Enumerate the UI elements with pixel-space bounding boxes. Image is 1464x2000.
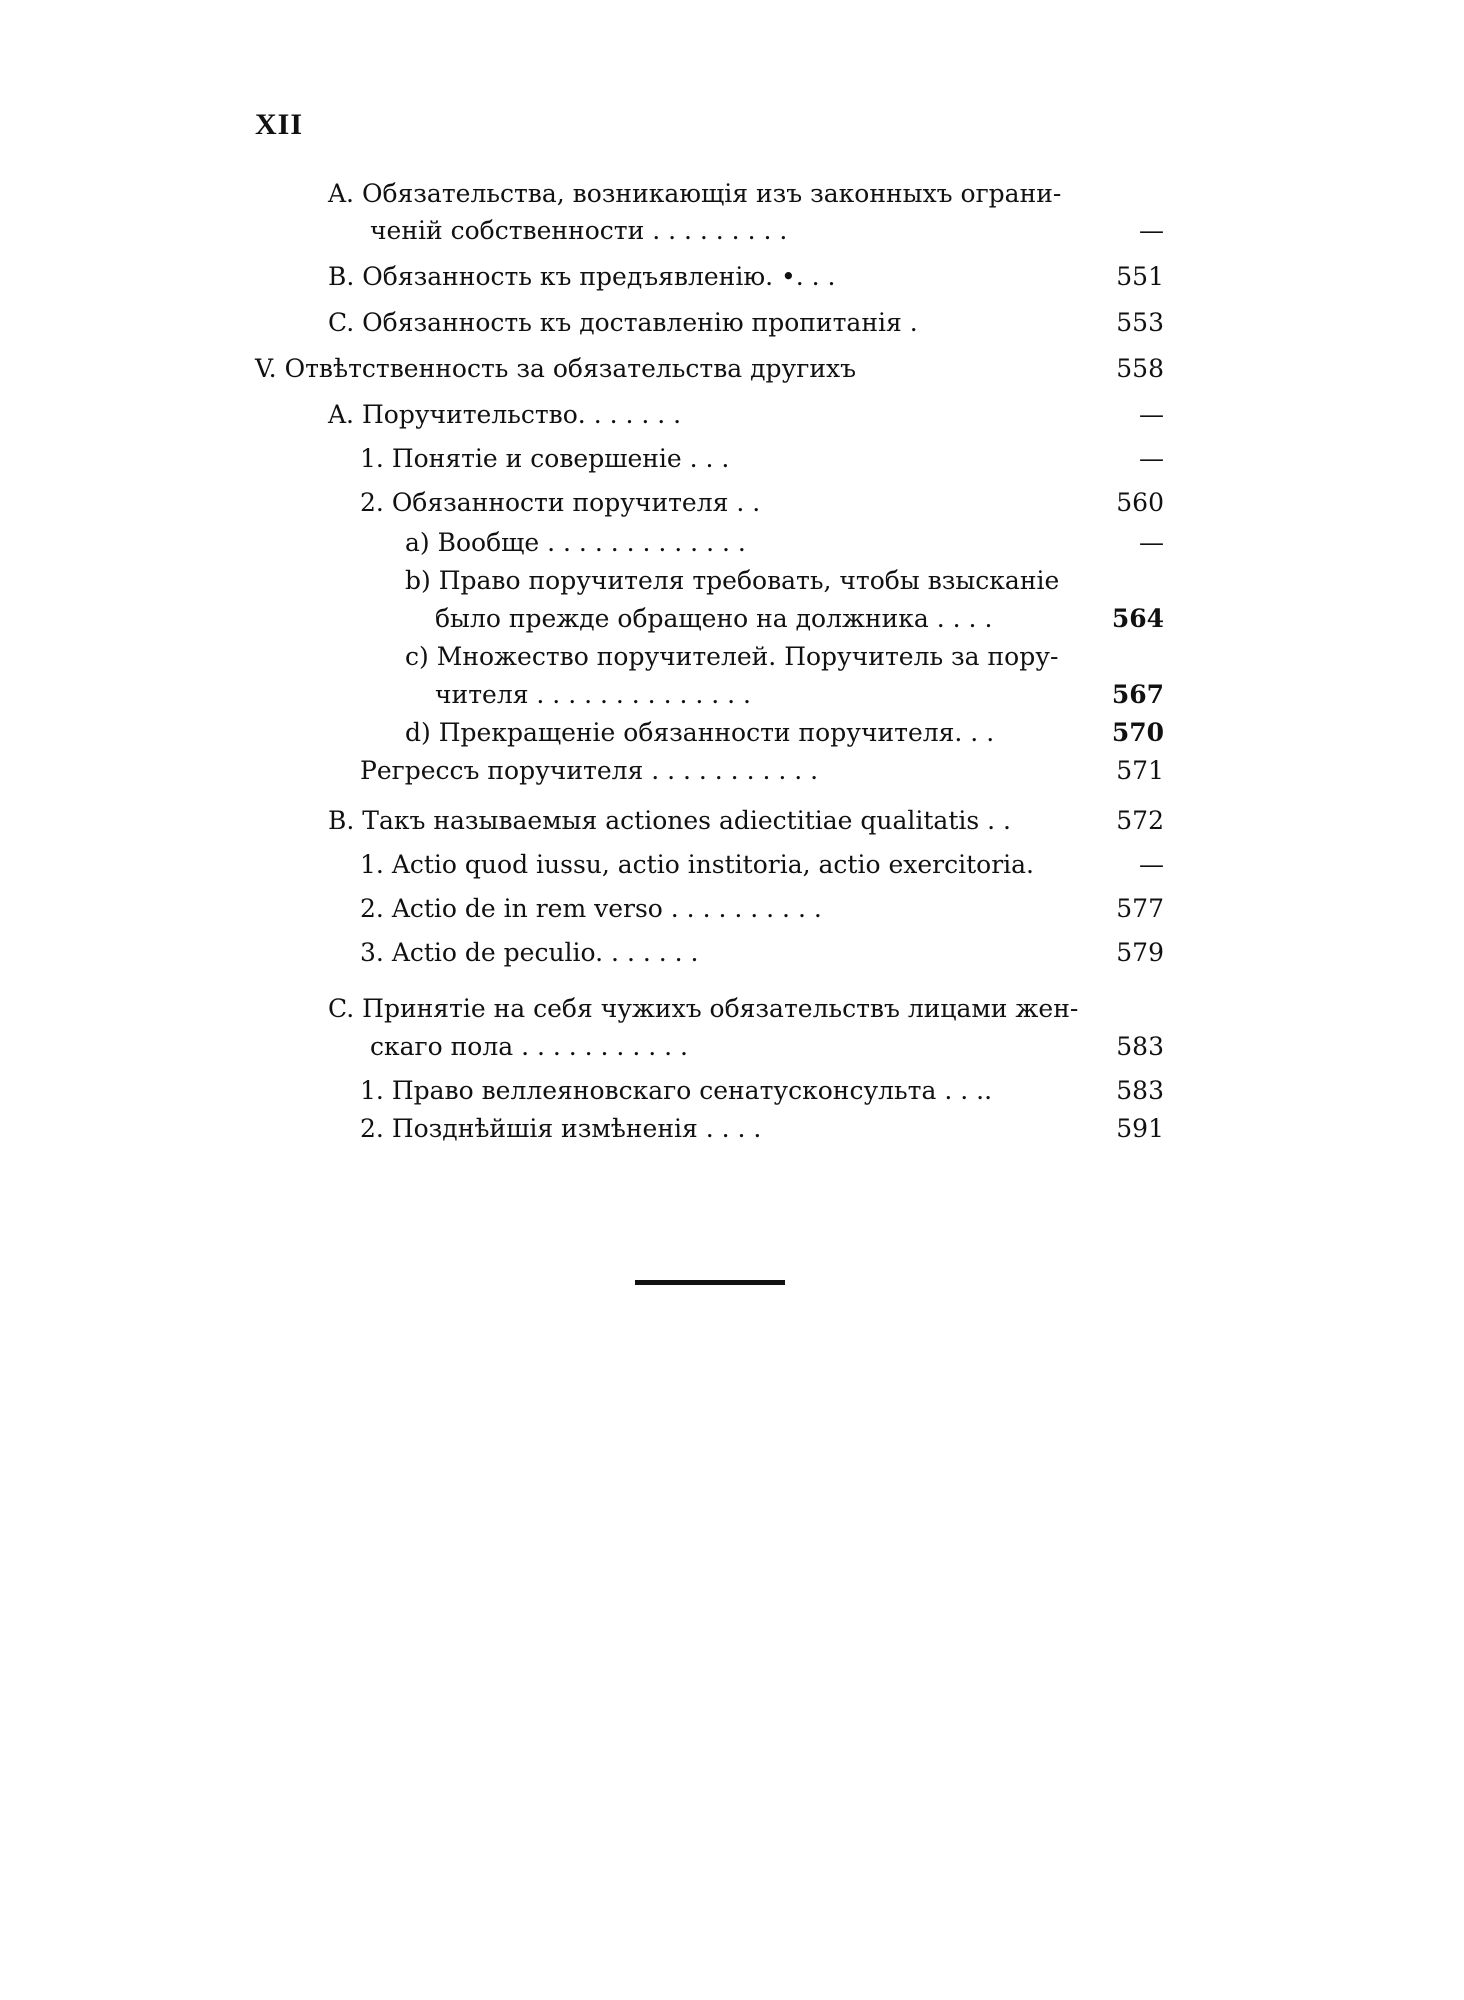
toc-entry xyxy=(328,258,835,296)
toc-entry-label: d) xyxy=(405,718,431,747)
toc-entry-text: Actio de in rem verso . . . . . . . . . . xyxy=(391,894,822,923)
toc-entry-text: Такъ называемыя actiones adiectitiae qualitatis . . xyxy=(362,806,1011,835)
toc-entry-text: Регрессъ поручителя . . . . . . . . . . . xyxy=(360,756,819,785)
toc-entry-text: ченій собственности . . . . . . . . . xyxy=(370,216,788,245)
toc-entry-label: C. xyxy=(328,308,355,337)
toc-entry-text: Множество поручителей. Поручитель за пору- xyxy=(436,642,1059,671)
toc-entry-page: 564 xyxy=(1111,604,1164,633)
toc-entry-label: B. xyxy=(328,806,355,835)
toc-entry-page: — xyxy=(1139,850,1164,879)
toc-entry-page: 579 xyxy=(1116,938,1164,967)
toc-entry-text: Право веллеяновскаго сенатусконсульта . . .. xyxy=(391,1076,993,1105)
toc-entry-text: Отвѣтственность за обязательства другихъ xyxy=(284,354,857,383)
toc-entry-text: Обязательства, возникающія изъ законныхъ ограни- xyxy=(361,179,1062,208)
toc-entry xyxy=(328,175,1061,213)
toc-entry-label: 1. xyxy=(360,444,384,473)
toc-entry-label: c) xyxy=(405,642,429,671)
toc-entry xyxy=(405,524,746,562)
toc-entry xyxy=(360,1110,761,1148)
toc-entry xyxy=(360,934,698,972)
toc-entry xyxy=(328,396,681,434)
toc-entry-text: Принятіе на себя чужихъ обязательствъ лицами жен- xyxy=(362,994,1079,1023)
toc-entry-page: 571 xyxy=(1116,756,1164,785)
toc-entry-label: a) xyxy=(405,528,430,557)
toc-entry xyxy=(328,802,1011,840)
toc-entry-label: B. xyxy=(328,262,355,291)
toc-entry-label: A. xyxy=(328,179,355,208)
toc-entry xyxy=(435,676,751,714)
toc-entry-page: 570 xyxy=(1111,718,1164,747)
toc-entry xyxy=(255,350,856,388)
toc-entry-label: 2. xyxy=(360,488,384,517)
toc-entry-text: Позднѣйшія измѣненія . . . . xyxy=(391,1114,762,1143)
toc-entry-page: 591 xyxy=(1116,1114,1164,1143)
toc-entry-label: 2. xyxy=(360,894,384,923)
toc-entry-page: 558 xyxy=(1116,354,1164,383)
toc-entry-text: Actio de peculio. . . . . . . xyxy=(391,938,699,967)
toc-entry-page: 577 xyxy=(1116,894,1164,923)
toc-entry-page: — xyxy=(1139,528,1164,557)
toc-entry xyxy=(360,752,818,790)
toc-entry xyxy=(360,846,1034,884)
toc-entry-text: Понятіе и совершеніе . . . xyxy=(391,444,730,473)
toc-entry xyxy=(405,714,994,752)
toc-entry xyxy=(328,990,1078,1028)
end-rule xyxy=(635,1280,785,1285)
toc-entry-page: 567 xyxy=(1111,680,1164,709)
toc-entry xyxy=(360,484,760,522)
toc-entry-text: Вообще . . . . . . . . . . . . . xyxy=(437,528,746,557)
toc-entry-text: было прежде обращено на должника . . . . xyxy=(435,604,993,633)
toc-entry-label: A. xyxy=(328,400,355,429)
toc-entry-text: Обязанность къ предъявленію. •. . . xyxy=(362,262,836,291)
toc-entry-text: Поручительство. . . . . . . xyxy=(361,400,682,429)
toc-entry-label: C. xyxy=(328,994,355,1023)
toc-entry-page: 583 xyxy=(1116,1032,1164,1061)
toc-entry-text: Обязанности поручителя . . xyxy=(391,488,761,517)
toc-entry-page: — xyxy=(1139,216,1164,245)
toc-entry-page: 572 xyxy=(1116,806,1164,835)
toc-entry xyxy=(360,890,822,928)
toc-entry-label: 1. xyxy=(360,1076,384,1105)
toc-entry-label: 3. xyxy=(360,938,384,967)
toc-entry-text: Прекращеніе обязанности поручителя. . . xyxy=(438,718,995,747)
toc-entry-label: b) xyxy=(405,566,431,595)
toc-entry-label: 2. xyxy=(360,1114,384,1143)
toc-entry-page: — xyxy=(1139,400,1164,429)
toc-entry xyxy=(405,562,1059,600)
toc-entry-text: Право поручителя требовать, чтобы взысканіе xyxy=(438,566,1060,595)
toc-entry-label: 1. xyxy=(360,850,384,879)
toc-entry xyxy=(360,1072,992,1110)
toc-entry-page: 553 xyxy=(1116,308,1164,337)
toc-entry-page: 560 xyxy=(1116,488,1164,517)
toc-entry xyxy=(328,304,918,342)
toc-entry xyxy=(370,1028,688,1066)
toc-entry-text: чителя . . . . . . . . . . . . . . xyxy=(435,680,751,709)
toc-entry-label: V. xyxy=(255,354,277,383)
toc-entry-text: скаго пола . . . . . . . . . . . xyxy=(370,1032,688,1061)
toc-entry-text: Actio quod iussu, actio institoria, actio exercitoria. xyxy=(391,850,1034,879)
page-number: XII xyxy=(255,108,304,141)
toc-entry xyxy=(360,440,729,478)
toc-entry-page: — xyxy=(1139,444,1164,473)
toc-entry-page: 551 xyxy=(1116,262,1164,291)
toc-entry xyxy=(435,600,992,638)
toc-entry xyxy=(405,638,1058,676)
toc-entry-page: 583 xyxy=(1116,1076,1164,1105)
toc-entry-text: Обязанность къ доставленію пропитанія . xyxy=(362,308,918,337)
toc-entry xyxy=(370,212,787,250)
